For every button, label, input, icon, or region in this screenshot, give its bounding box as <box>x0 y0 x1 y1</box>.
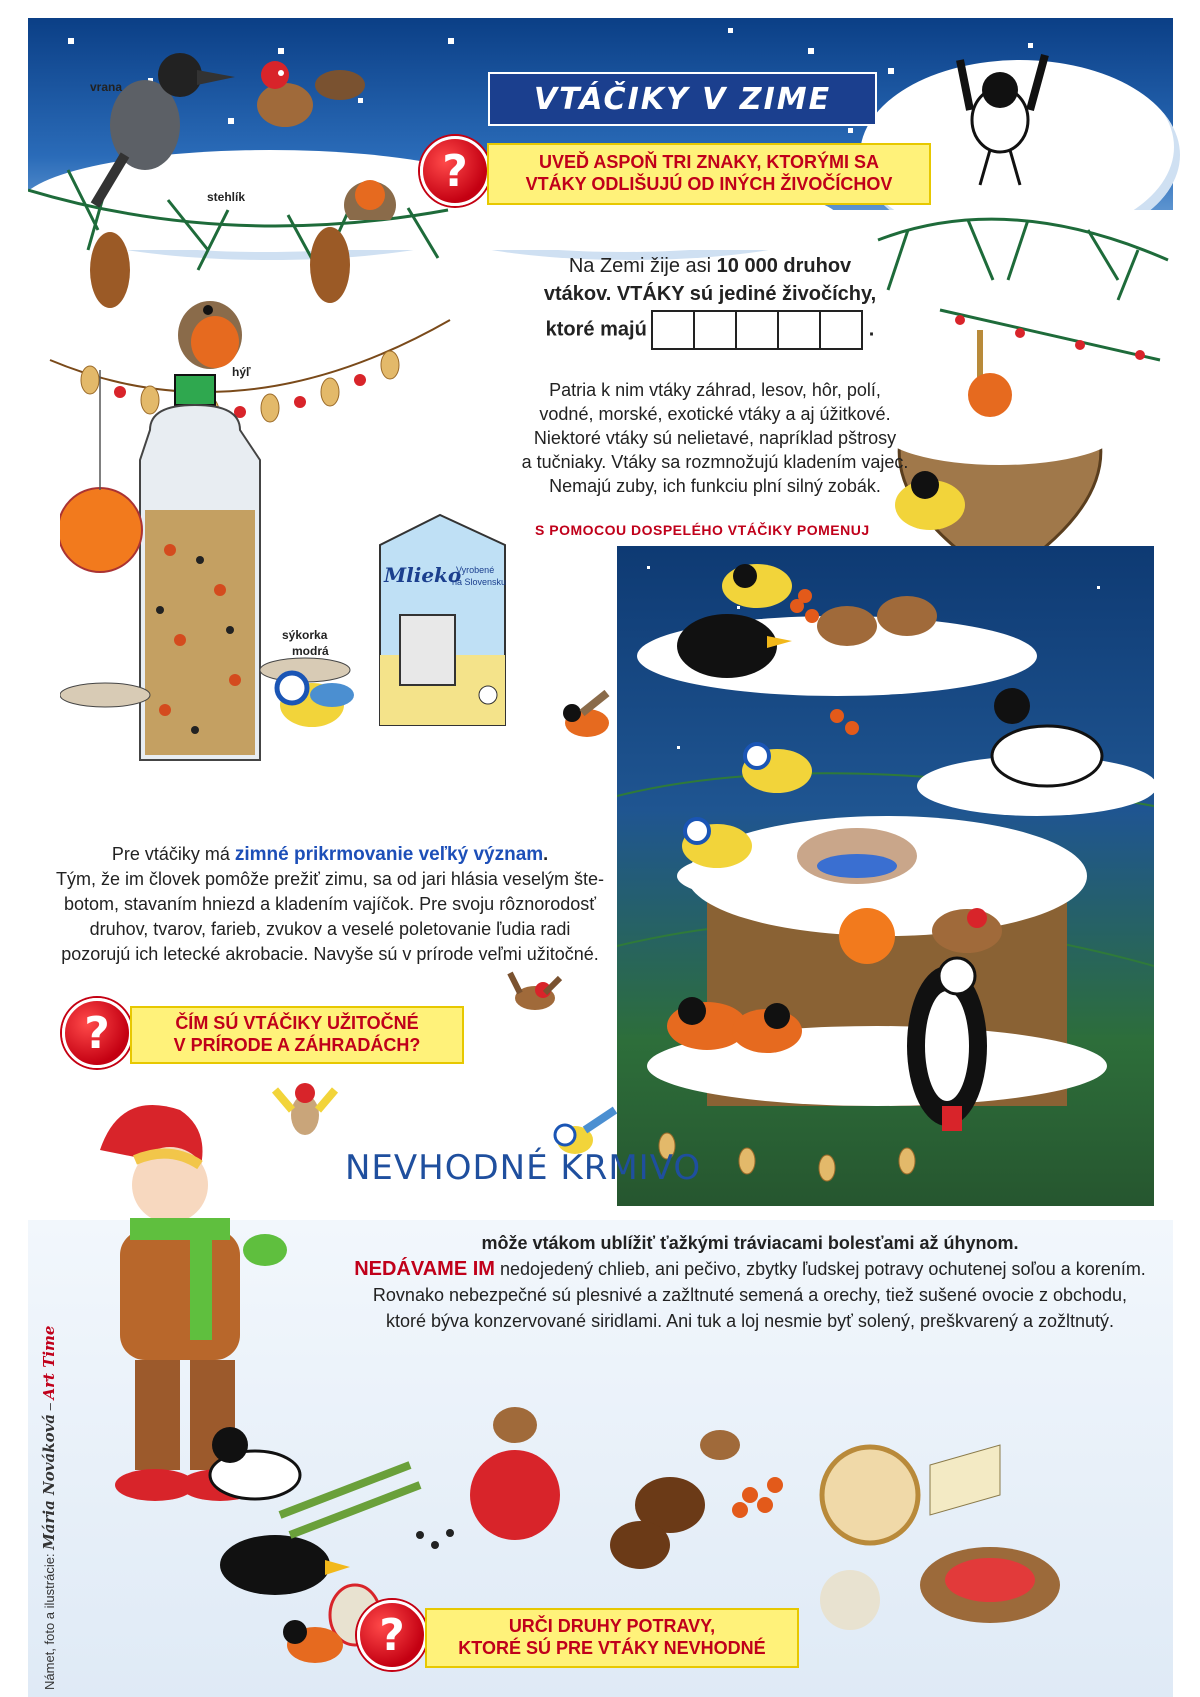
question-box-2 <box>130 1006 464 1064</box>
paragraph-2-line: Tým, že im človek pomôže prežiť zimu, sa od jari hlásia veselým šte- <box>56 869 604 889</box>
heading-nevhodne-krmivo: NEVHODNÉ KRMIVO <box>345 1148 702 1188</box>
task-name-birds: S POMOCOU DOSPELÉHO VTÁČIKY POMENUJ <box>535 522 870 538</box>
page-title: VTÁČIKY V ZIME <box>533 81 832 117</box>
question-2-line-1: ČÍM SÚ VTÁČIKY UŽITOČNÉ <box>175 1013 419 1034</box>
intro-p2: . VTÁKY sú jediné živočíchy, <box>605 283 877 305</box>
question-box-3 <box>425 1608 799 1668</box>
question-2-line-2: V PRÍRODE A ZÁHRADÁCH? <box>173 1035 421 1055</box>
paragraph-3 <box>340 1230 1160 1334</box>
paragraph-2 <box>50 842 610 967</box>
question-3-line-1: URČI DRUHY POTRAVY, <box>508 1616 716 1637</box>
label-stehlik: stehlík <box>207 190 246 204</box>
question-1-line-2: VTÁKY ODLIŠUJÚ OD INÝCH ŽIVOČÍCHOV <box>525 174 893 194</box>
milk-origin-1: Vyrobené <box>456 565 495 575</box>
credit-name: Mária Nováková <box>40 1413 58 1550</box>
credit-prefix: Námet, foto a ilustrácie: <box>42 1549 57 1690</box>
feeder-scene-illustration <box>617 546 1154 1206</box>
paragraph-1 <box>510 378 920 498</box>
question-3-line-2: KTORÉ SÚ PRE VTÁKY NEVHODNÉ <box>458 1638 766 1658</box>
answer-box-3[interactable] <box>735 310 779 350</box>
paragraph-1-line: a tučniaky. Vtáky sa rozmnožujú kladením vajec. <box>521 452 909 472</box>
magpie-illustration <box>950 50 1060 190</box>
page-title-box <box>488 72 877 126</box>
paragraph-2-start: Pre vtáčiky má <box>111 844 235 864</box>
answer-box-4[interactable] <box>777 310 821 350</box>
intro-p3: ktoré majú <box>545 318 647 341</box>
question-1-line-1: UVEĎ ASPOŇ TRI ZNAKY, KTORÝMI SA <box>538 152 880 173</box>
milk-carton-feeder <box>370 505 515 730</box>
answer-boxes[interactable] <box>653 310 863 350</box>
question-box-1 <box>487 143 931 205</box>
credit-line <box>40 1326 58 1690</box>
paragraph-2-end: . <box>543 844 549 864</box>
paragraph-3-red: NEDÁVAME IM <box>354 1258 495 1280</box>
paragraph-3-line-2: nedojedený chlieb, ani pečivo, zbytky ľudskej potravy ochutenej soľou a korením. <box>494 1259 1146 1279</box>
question-icon: ? <box>420 136 490 206</box>
milk-carton-illustration <box>370 505 515 730</box>
milk-brand: Mlieko <box>384 563 462 587</box>
label-modra: modrá <box>292 644 329 658</box>
birds-on-branch-illustration <box>85 45 415 220</box>
question-icon: ? <box>62 998 132 1068</box>
paragraph-2-highlight: zimné prikrmovanie veľký význam <box>234 844 544 865</box>
intro-p3-end: . <box>868 318 875 341</box>
flying-sparrow-illustration <box>505 968 565 1023</box>
paragraph-1-line: Patria k nim vtáky záhrad, lesov, hôr, polí, <box>549 380 881 400</box>
flying-bullfinch-illustration <box>552 688 622 748</box>
milk-origin-2: na Slovensku <box>452 577 507 587</box>
answer-box-2[interactable] <box>693 310 737 350</box>
intro-p1-bold: 10 000 druhov <box>716 255 852 277</box>
answer-box-1[interactable] <box>651 310 695 350</box>
question-icon: ? <box>357 1600 427 1670</box>
label-sykorka: sýkorka <box>282 628 328 642</box>
answer-box-5[interactable] <box>819 310 863 350</box>
paragraph-2-line: pozorujú ich letecké akrobacie. Navyše sú v prírode veľmi užitočné. <box>61 944 599 964</box>
intro-text <box>500 252 920 350</box>
paragraph-3-line-1: môže vtákom ublížiť ťažkými tráviacami bolesťami až úhynom. <box>481 1233 1019 1253</box>
intro-p2-bold: vtákov <box>543 283 606 305</box>
paragraph-2-line: druhov, tvarov, farieb, zvukov a veselé poletovanie ľudia radi <box>89 919 571 939</box>
paragraph-1-line: vodné, morské, exotické vtáky a aj úžitkové. <box>539 404 891 424</box>
intro-p1: Na Zemi žije asi <box>568 255 712 277</box>
credit-studio: Art Time <box>40 1325 58 1400</box>
credit-sep: – <box>42 1399 57 1414</box>
paragraph-1-line: Niektoré vtáky sú nelietavé, napríklad pštrosy <box>533 428 897 448</box>
bullfinch-ground-illustration <box>270 1610 360 1670</box>
label-hyl: hýľ <box>232 365 251 379</box>
paragraph-3-line-4: ktoré býva konzervované siridlami. Ani tuk a loj nesmie byť solený, preškvarený a zožltnutý. <box>385 1311 1115 1331</box>
paragraph-1-line: Nemajú zuby, ich funkciu plní silný zobák. <box>549 476 881 496</box>
winter-feeder-scene <box>617 546 1154 1206</box>
blue-tit-illustration <box>262 660 362 740</box>
label-vrana: vrana <box>90 80 123 94</box>
paragraph-2-line: botom, stavaním hniezd a kladením vajíčok. Pre svoju rôznorodosť <box>63 894 596 914</box>
paragraph-3-line-3: Rovnako nebezpečné sú plesnivé a zažltnuté semená a orechy, tiež sušené ovocie z obchodu, <box>372 1285 1128 1305</box>
